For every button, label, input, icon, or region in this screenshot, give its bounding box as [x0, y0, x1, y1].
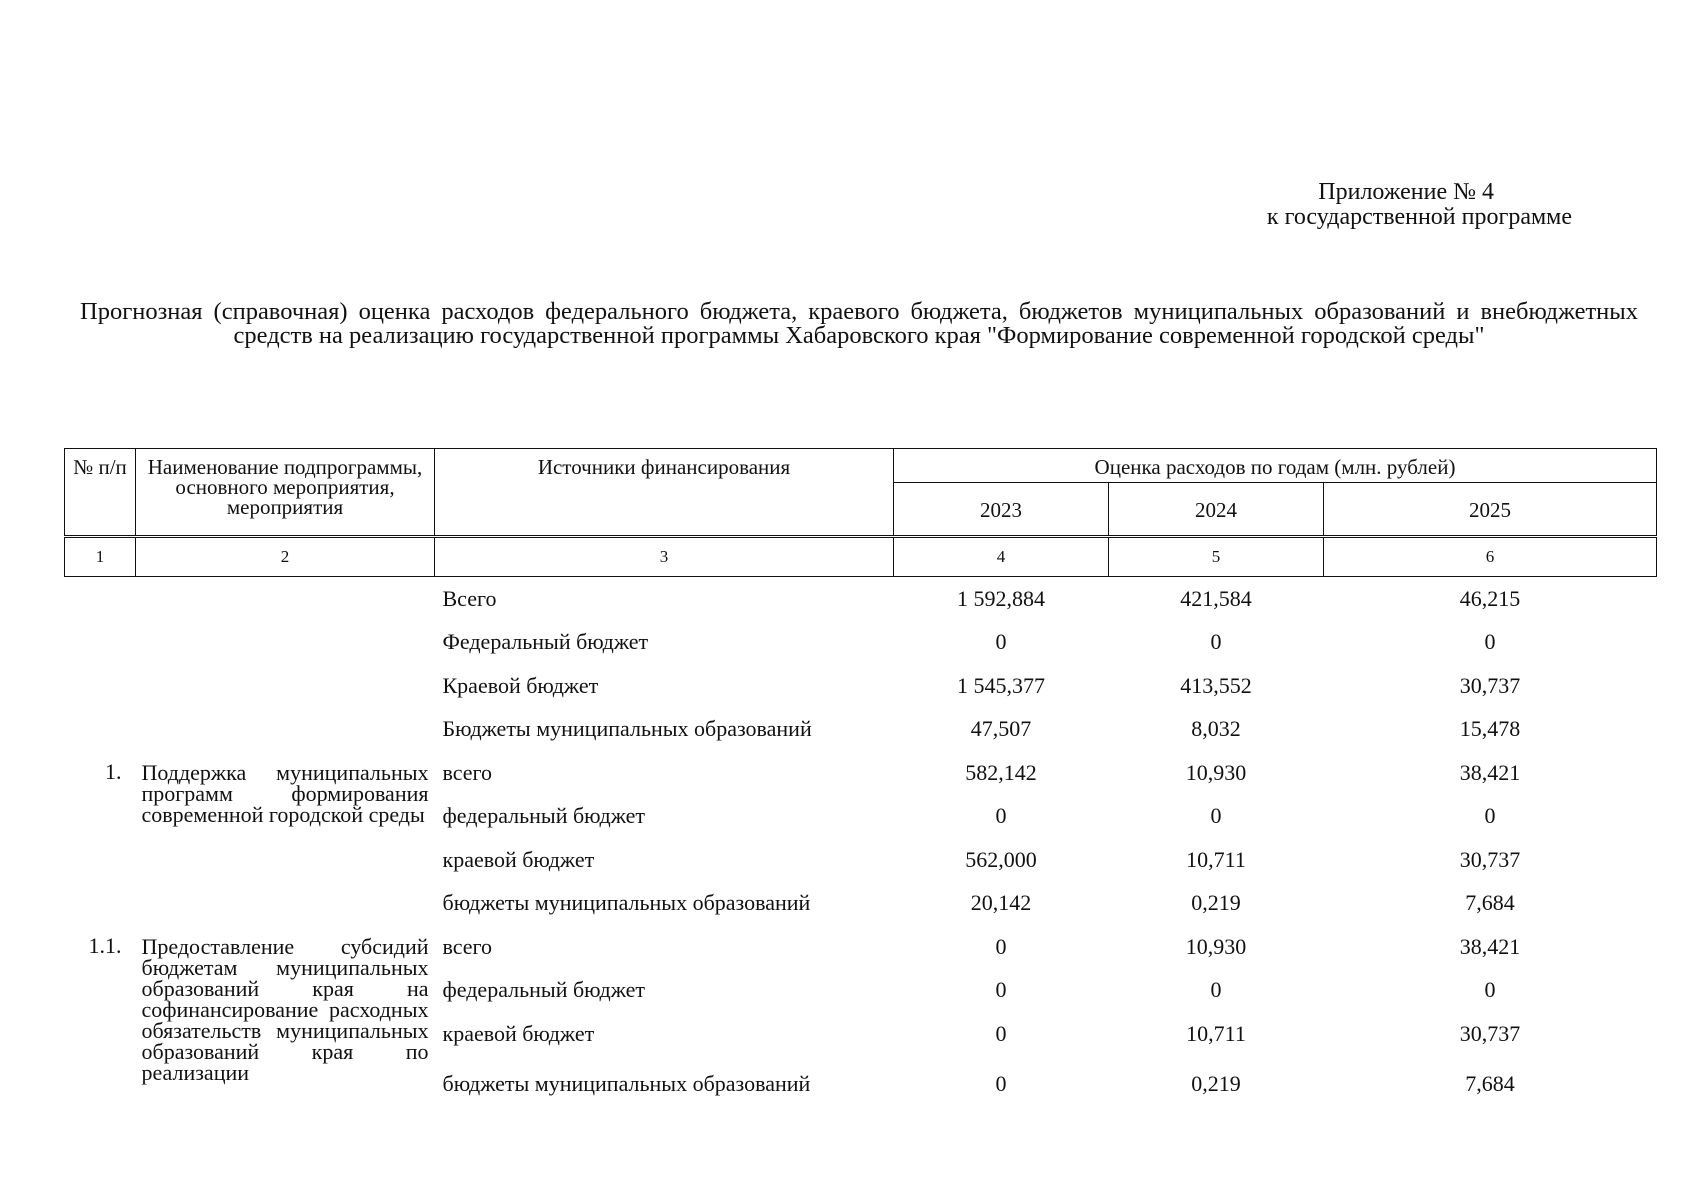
row-name [136, 577, 435, 752]
header-number: № п/п [65, 449, 136, 537]
document-title: Прогнозная (справочная) оценка расходов федерального бюджета, краевого бюджета, бюджетов муниципальных образований и внебюджетных средств на реализацию государственной программы Хабаровского края "Формирование современной городской среды" [80, 298, 1638, 349]
table-header [65, 449, 1657, 577]
value-2025: 7,684 [1465, 1070, 1515, 1096]
column-number: 6 [1324, 537, 1657, 577]
funding-source: Всего [442, 585, 497, 611]
funding-source: бюджеты муниципальных образований [442, 890, 811, 916]
funding-source: Федеральный бюджет [442, 629, 649, 655]
value-2025: 46,215 [1459, 585, 1521, 611]
value-2023: 1 545,377 [957, 672, 1045, 698]
funding-source: всего [442, 759, 493, 785]
appendix-number: Приложение № 4 [1318, 179, 1494, 205]
table-body [65, 577, 1657, 1112]
value-2025: 38,421 [1459, 933, 1521, 959]
header-source: Источники финансирования [435, 449, 894, 537]
value-2023: 562,000 [965, 846, 1037, 872]
value-2024: 10,711 [1186, 846, 1246, 872]
value-2025: 30,737 [1459, 1020, 1521, 1046]
value-2024: 0 [1210, 629, 1222, 655]
value-2024: 0 [1210, 803, 1222, 829]
table-row [65, 751, 1657, 795]
value-2025: 30,737 [1459, 846, 1521, 872]
table-row [65, 577, 1657, 621]
column-number: 4 [894, 537, 1109, 577]
header-year-2023: 2023 [894, 483, 1109, 537]
funding-source: федеральный бюджет [442, 803, 645, 829]
value-2023: 47,507 [970, 716, 1032, 742]
funding-source: всего [442, 933, 493, 959]
funding-source: Краевой бюджет [442, 672, 599, 698]
value-2024: 10,930 [1185, 933, 1247, 959]
appendix-header [1267, 180, 1572, 230]
value-2024: 0,219 [1191, 890, 1241, 916]
value-2025: 0 [1484, 977, 1496, 1003]
row-index: 1.1. [88, 933, 122, 958]
value-2025: 38,421 [1459, 759, 1521, 785]
value-2023: 20,142 [970, 890, 1032, 916]
value-2024: 0,219 [1191, 1070, 1241, 1096]
value-2023: 0 [995, 933, 1007, 959]
value-2023: 582,142 [965, 759, 1037, 785]
appendix-reference: к государственной программе [1266, 204, 1572, 230]
header-year-2024: 2024 [1109, 483, 1324, 537]
value-2023: 0 [995, 977, 1007, 1003]
header-name: Наименование подпрограммы, основного мероприятия, мероприятия [136, 449, 435, 537]
value-2025: 0 [1484, 803, 1496, 829]
value-2024: 8,032 [1191, 716, 1241, 742]
value-2025: 15,478 [1459, 716, 1521, 742]
value-2024: 421,584 [1180, 585, 1252, 611]
funding-source: бюджеты муниципальных образований [442, 1070, 811, 1096]
value-2024: 413,552 [1180, 672, 1252, 698]
value-2025: 7,684 [1465, 890, 1515, 916]
row-index: 1. [105, 759, 122, 784]
funding-source: краевой бюджет [442, 846, 595, 872]
row-name: Предоставление субсидий бюджетам муниципальных образований края на софинансирование расходных обязательств муниципальных образований края по реализации [141, 934, 429, 1085]
value-2023: 0 [995, 803, 1007, 829]
funding-source: краевой бюджет [442, 1020, 595, 1046]
value-2023: 0 [995, 1020, 1007, 1046]
value-2025: 0 [1484, 629, 1496, 655]
table-row [65, 925, 1657, 969]
value-2023: 1 592,884 [957, 585, 1045, 611]
column-number: 1 [65, 537, 136, 577]
funding-source: федеральный бюджет [442, 977, 645, 1003]
funding-source: Бюджеты муниципальных образований [442, 716, 812, 742]
value-2025: 30,737 [1459, 672, 1521, 698]
value-2024: 0 [1210, 977, 1222, 1003]
column-number: 2 [136, 537, 435, 577]
value-2024: 10,711 [1186, 1020, 1246, 1046]
header-estimate: Оценка расходов по годам (млн. рублей) [894, 449, 1657, 483]
value-2023: 0 [995, 1070, 1007, 1096]
value-2023: 0 [995, 629, 1007, 655]
header-year-2025: 2025 [1324, 483, 1657, 537]
budget-table [64, 448, 1657, 1112]
row-index [65, 577, 136, 752]
column-number: 3 [435, 537, 894, 577]
row-name: Поддержка муниципальных программ формирования современной городской среды [141, 760, 429, 827]
column-number: 5 [1109, 537, 1324, 577]
value-2024: 10,930 [1185, 759, 1247, 785]
